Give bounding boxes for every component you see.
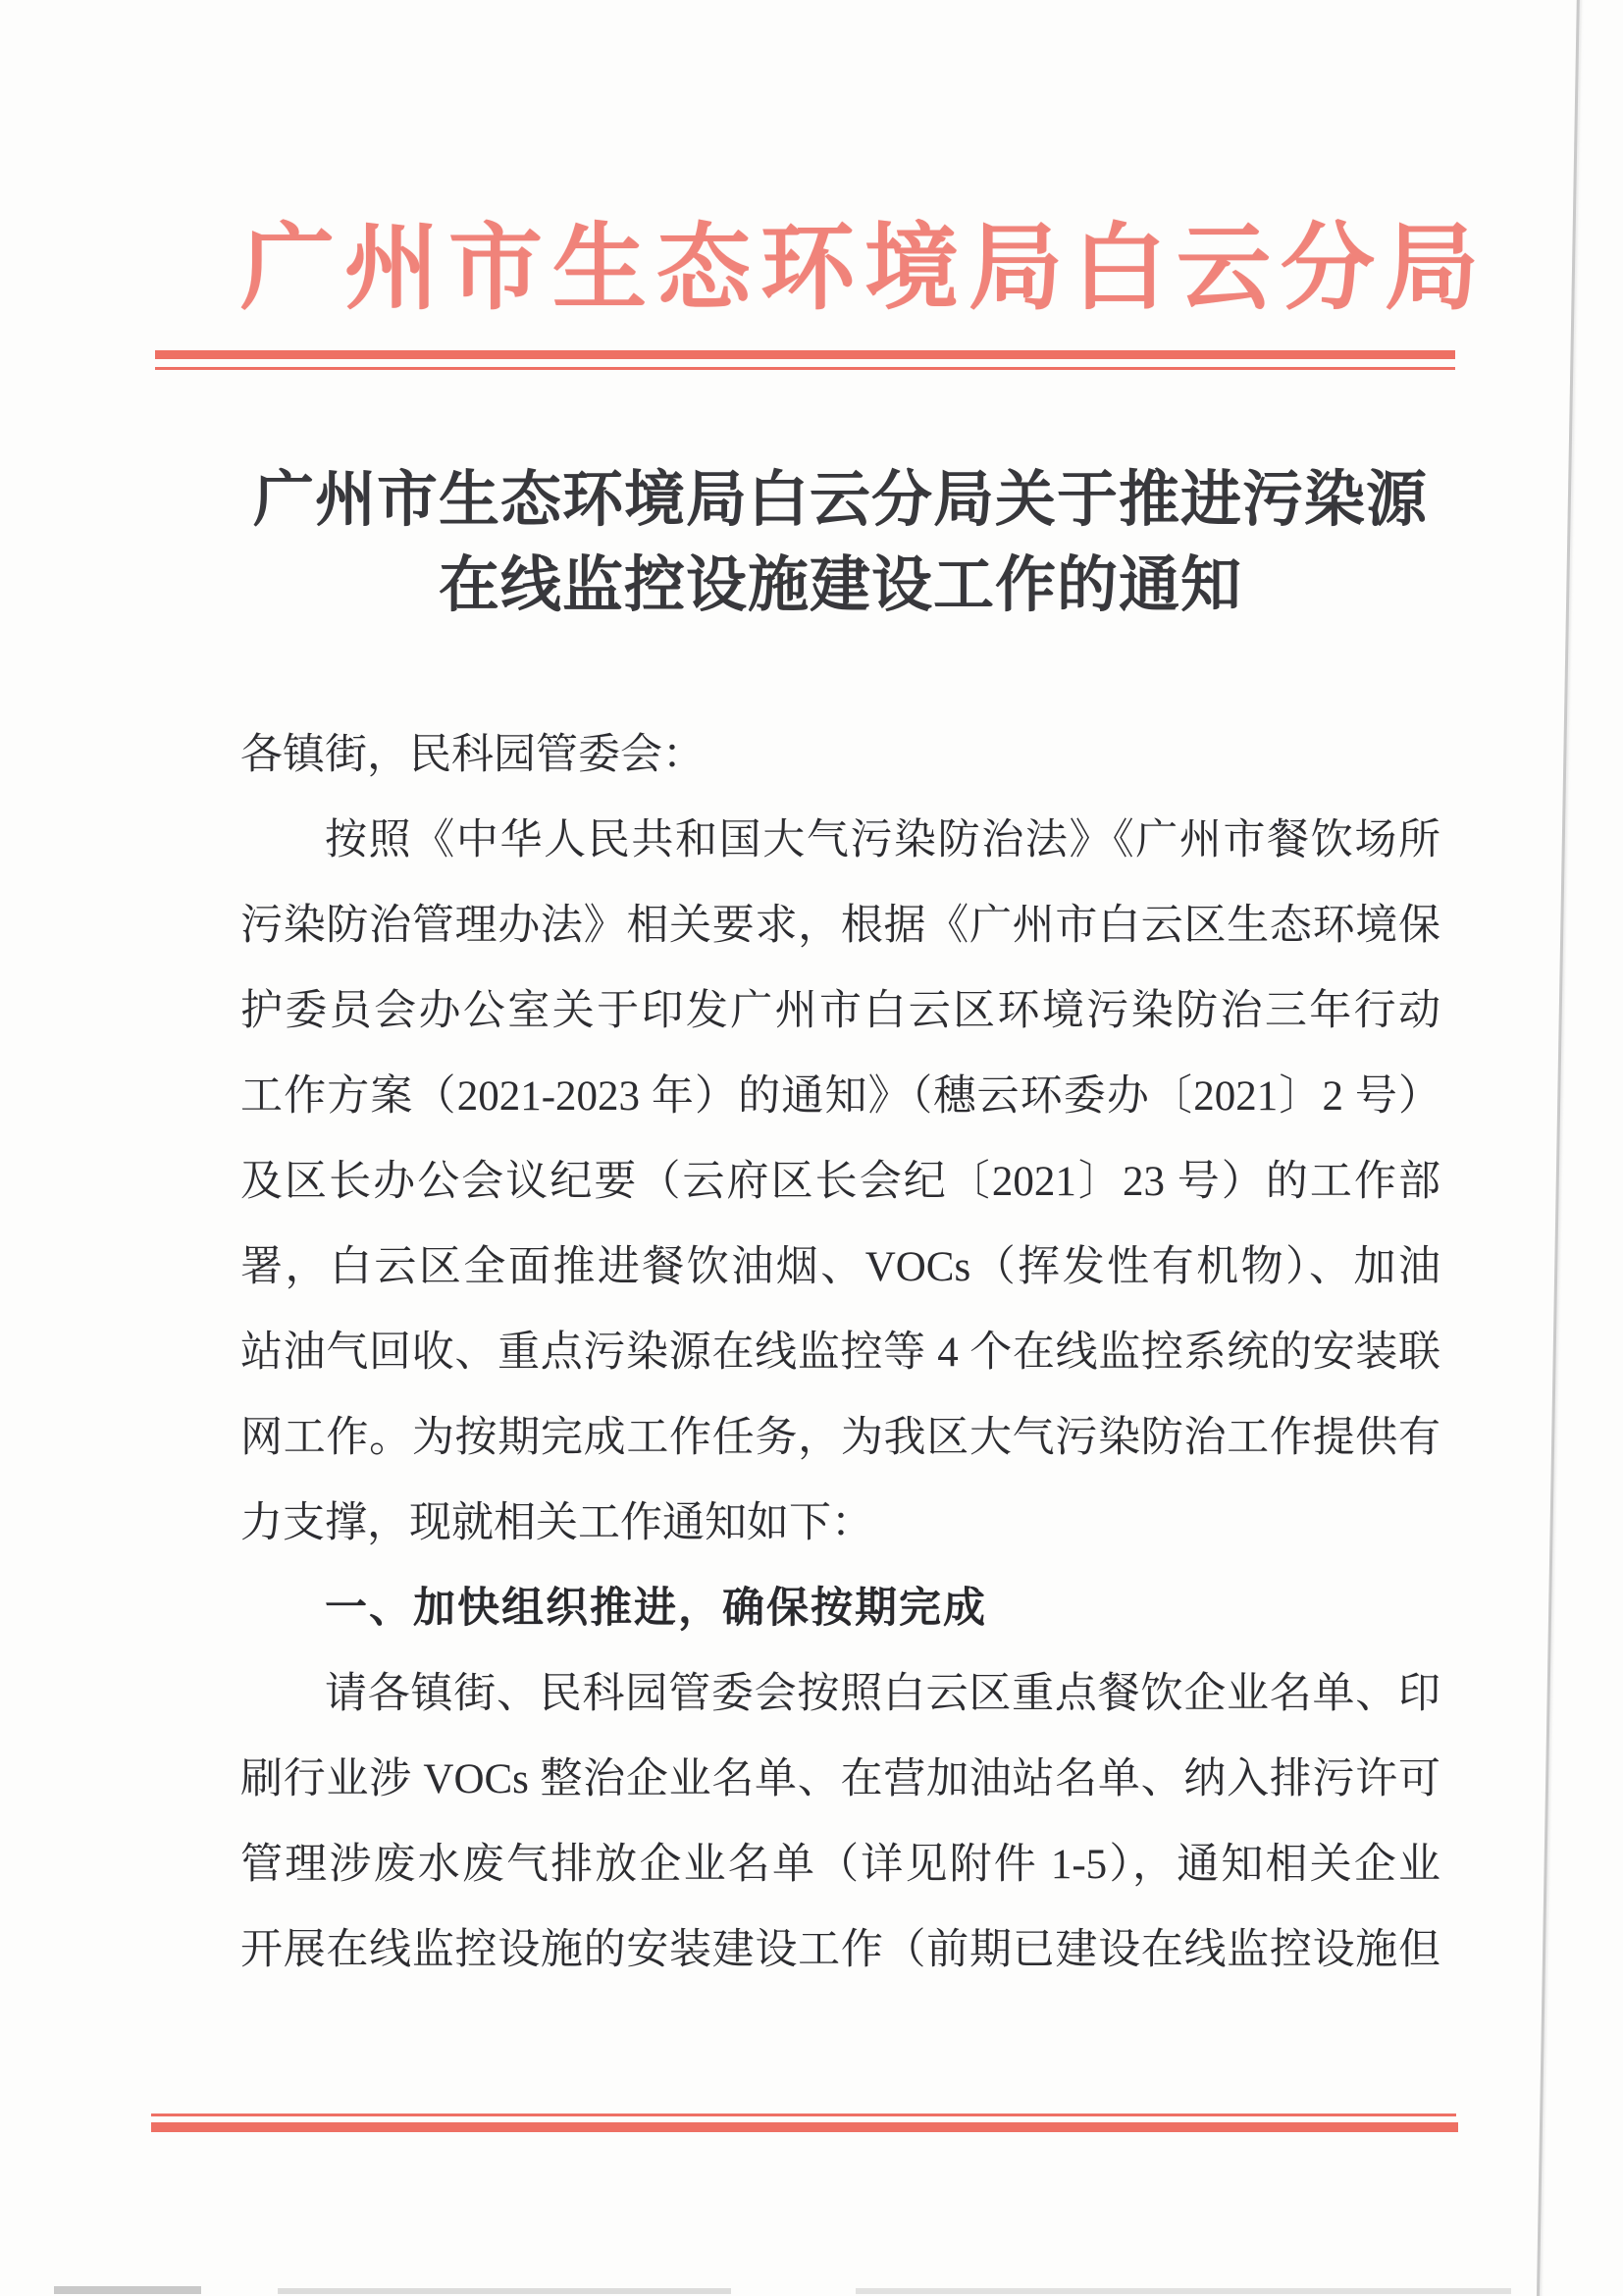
scan-bottom-smudge — [278, 2288, 731, 2294]
body-line: 管理涉废水废气排放企业名单（详见附件 1-5），通知相关企业 — [240, 1842, 1440, 1888]
document-body — [240, 712, 1440, 1993]
letterhead-agency-name: 广州市生态环境局白云分局 — [240, 216, 1489, 321]
body-line: 力支撑，现就相关工作通知如下： — [240, 1500, 873, 1546]
letterhead-rule-thick — [155, 350, 1455, 359]
body-line: 站油气回收、重点污染源在线监控等 4 个在线监控系统的安装联 — [240, 1330, 1440, 1376]
scan-bottom-smudge — [856, 2288, 1511, 2294]
document-title-line2: 在线监控设施建设工作的通知 — [438, 552, 1242, 619]
body-line: 按照《中华人民共和国大气污染防治法》《广州市餐饮场所 — [325, 817, 1440, 863]
scan-bottom-smudge — [54, 2286, 201, 2294]
body-line: 护委员会办公室关于印发广州市白云区环境污染防治三年行动 — [240, 988, 1440, 1034]
body-line: 刷行业涉 VOCs 整治企业名单、在营加油站名单、纳入排污许可 — [240, 1756, 1440, 1802]
document-title — [240, 458, 1440, 629]
body-line: 工作方案（2021-2023 年）的通知》（穗云环委办〔2021〕2 号） — [240, 1073, 1440, 1120]
footer-rule-thin — [151, 2113, 1456, 2116]
footer-rule-thick — [151, 2122, 1458, 2132]
body-line: 署，白云区全面推进餐饮油烟、VOCs（挥发性有机物）、加油 — [240, 1244, 1440, 1290]
body-line: 及区长办公会议纪要（云府区长会纪〔2021〕23 号）的工作部 — [240, 1159, 1440, 1205]
body-line: 请各镇街、民科园管委会按照白云区重点餐饮企业名单、印 — [325, 1671, 1440, 1717]
letterhead-rule-thin — [155, 367, 1455, 370]
salutation-line: 各镇街，民科园管委会： — [240, 732, 705, 778]
section-heading-1: 一、加快组织推进，确保按期完成 — [325, 1585, 987, 1632]
body-line: 网工作。为按期完成工作任务，为我区大气污染防治工作提供有 — [240, 1415, 1440, 1461]
body-line: 污染防治管理办法》相关要求，根据《广州市白云区生态环境保 — [240, 903, 1440, 949]
scan-edge-artifact-line — [1537, 0, 1580, 2296]
body-line: 开展在线监控设施的安装建设工作（前期已建设在线监控设施但 — [240, 1927, 1440, 1973]
document-title-line1: 广州市生态环境局白云分局关于推进污染源 — [252, 467, 1428, 534]
